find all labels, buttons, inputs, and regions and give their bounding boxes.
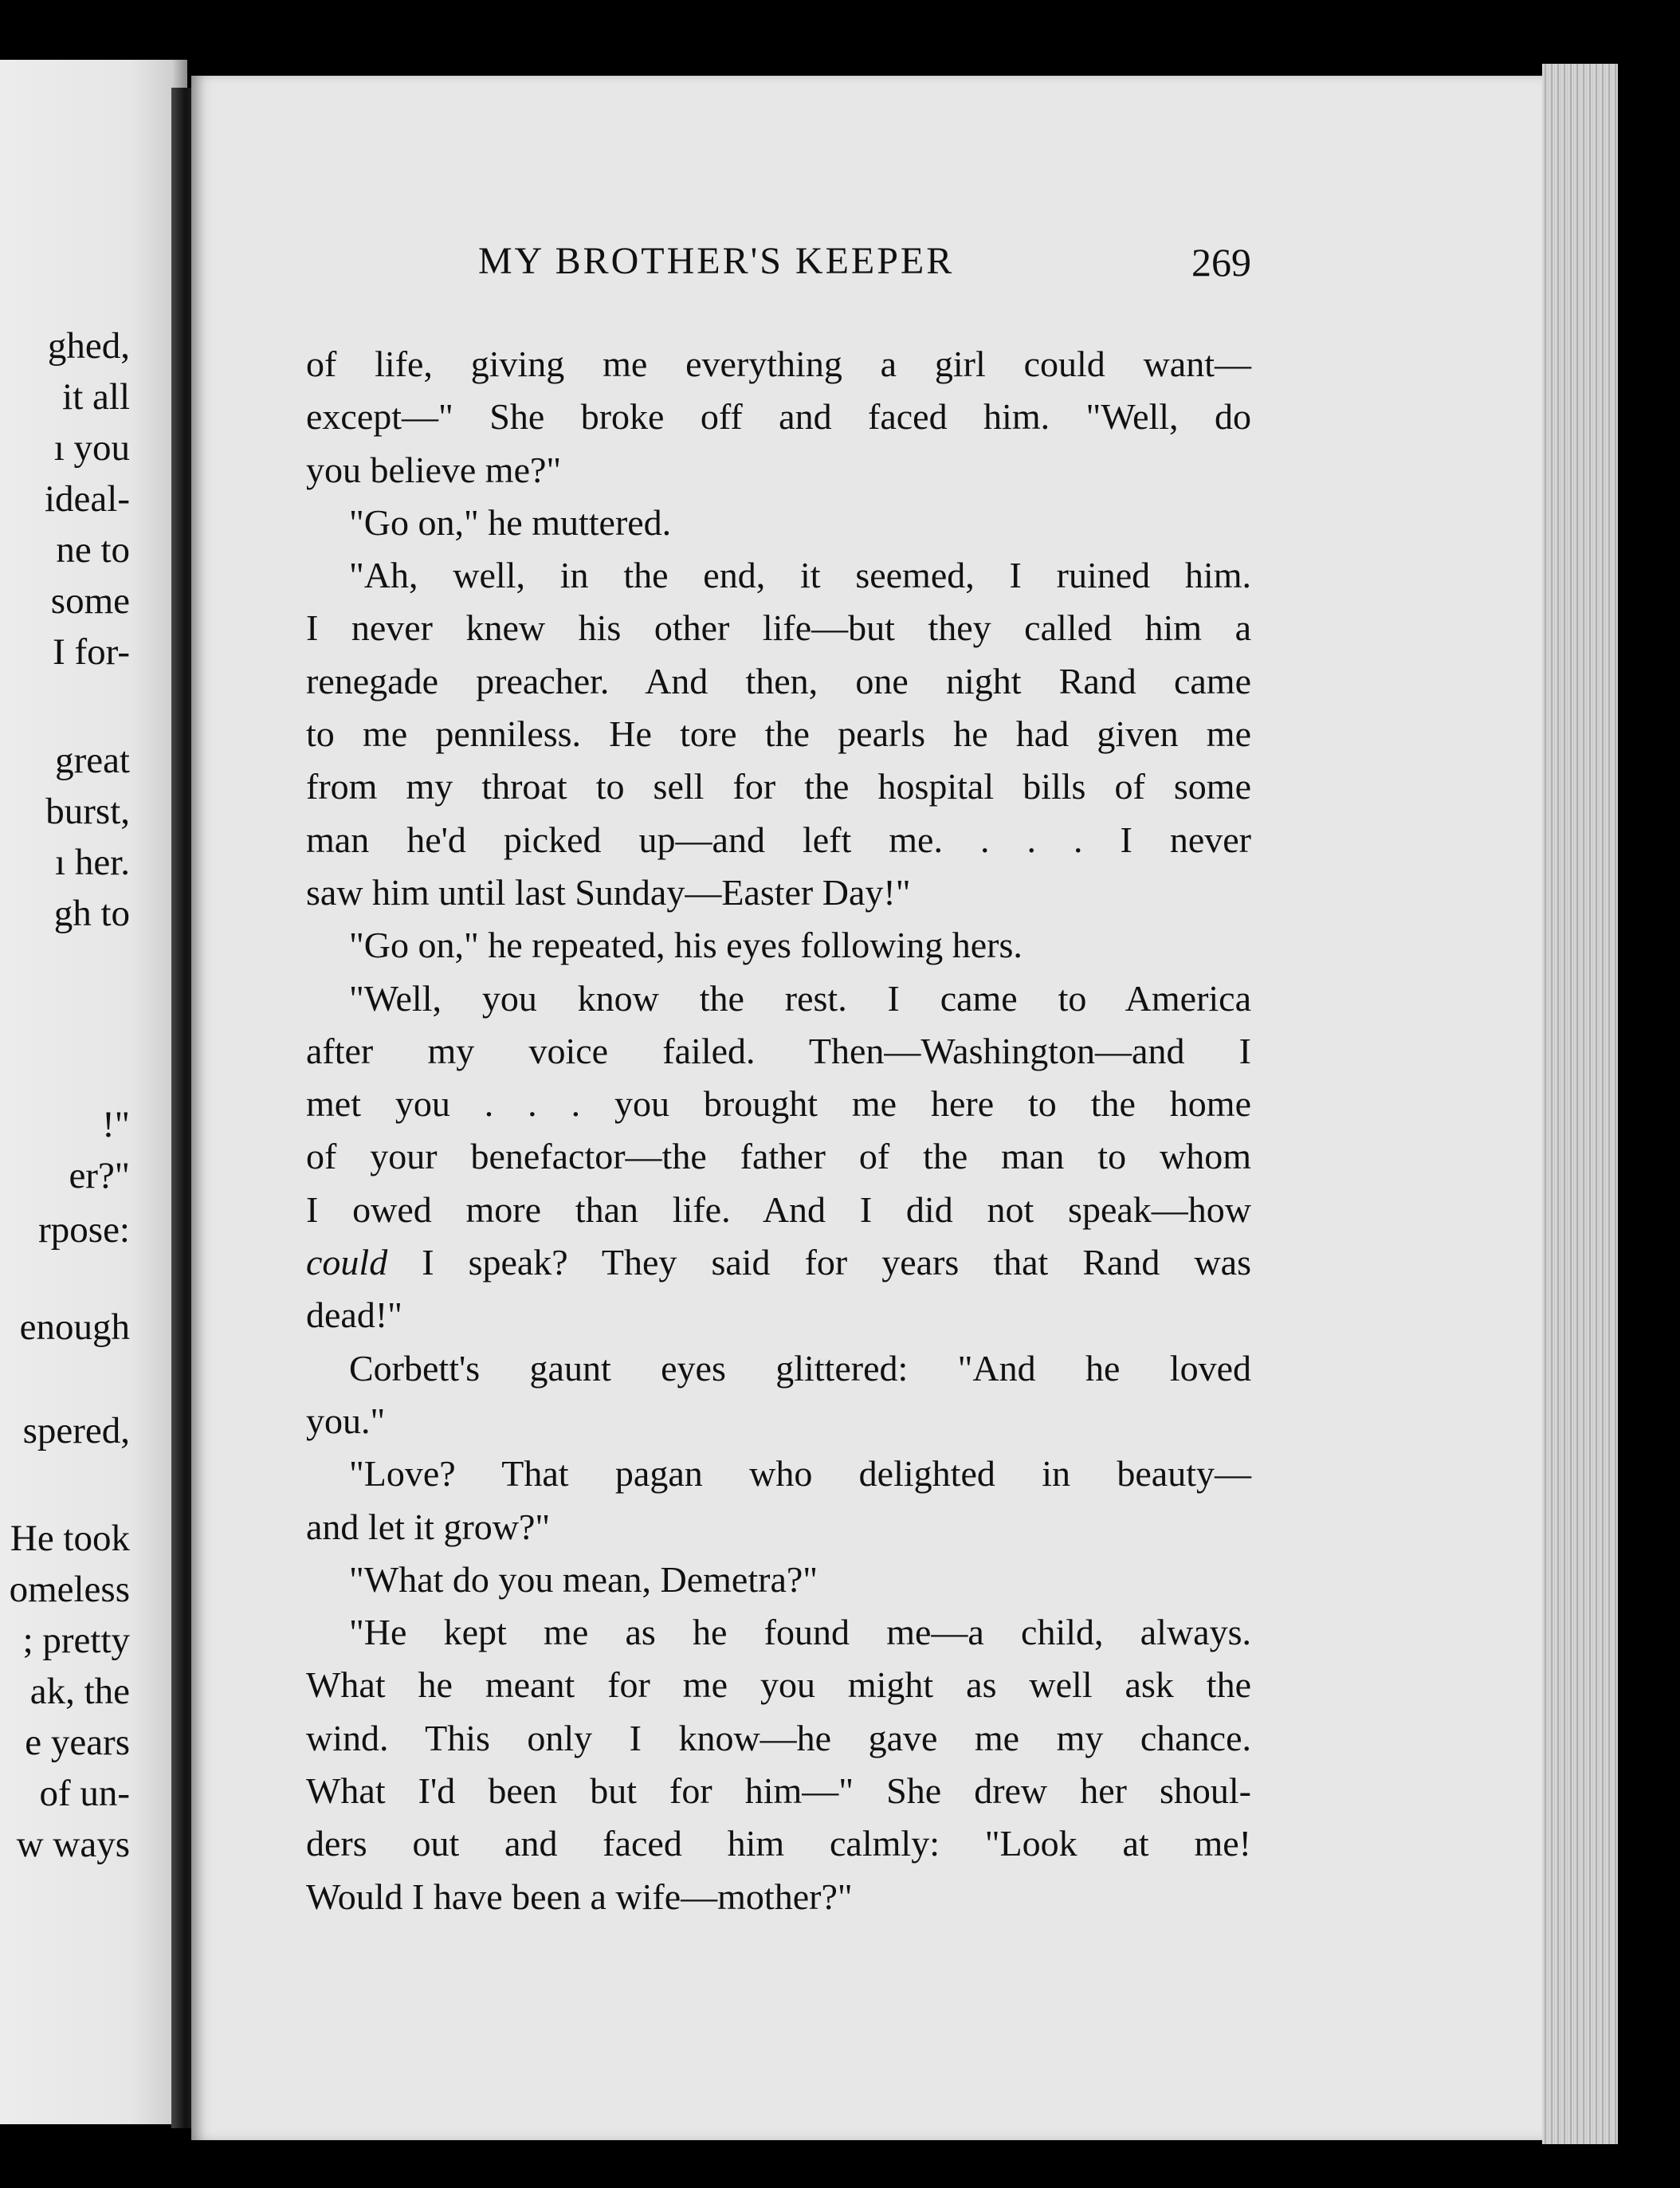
text-line: man he'd picked up—and left me. . . . I never (306, 819, 1251, 860)
running-head-title: MY BROTHER'S KEEPER (478, 240, 955, 282)
left-fragment: ; pretty (22, 1620, 130, 1661)
left-fragment: ghed, (47, 325, 130, 367)
left-fragment: I for- (53, 631, 130, 673)
text-line: "Love? That pagan who delighted in beauty— (349, 1453, 1251, 1495)
left-fragment: it all (62, 376, 130, 418)
text-line: met you . . . you brought me here to the home (306, 1083, 1251, 1125)
text-line: you believe me?" (306, 449, 562, 490)
text-line: wind. This only I know—he gave me my chance. (306, 1717, 1251, 1758)
left-fragment: er?" (69, 1155, 130, 1196)
text-line: saw him until last Sunday—Easter Day!" (306, 871, 911, 913)
left-fragment: great (55, 740, 130, 781)
text-line: What he meant for me you might as well ask the (306, 1664, 1251, 1706)
left-fragment: omeless (9, 1569, 130, 1610)
text-line: to me penniless. He tore the pearls he had given me (306, 713, 1251, 755)
left-fragment: spered, (22, 1410, 130, 1451)
text-line: I owed more than life. And I did not speak—how (306, 1188, 1251, 1230)
text-line: "What do you mean, Demetra?" (349, 1558, 818, 1600)
left-fragment: ak, the (29, 1671, 130, 1712)
emphasized-word: could (306, 1242, 388, 1283)
left-fragment: ı you (53, 427, 130, 469)
text-line: renegade preacher. And then, one night Rand came (306, 660, 1251, 701)
left-fragment: e years (25, 1722, 130, 1763)
text-line: you." (306, 1400, 386, 1441)
text-line: dead!" (306, 1294, 402, 1336)
text-line: after my voice failed. Then—Washington—and I (306, 1030, 1251, 1071)
text-line: "Ah, well, in the end, it seemed, I ruined him. (349, 555, 1251, 596)
text-line: except—" She broke off and faced him. "Well, do (306, 396, 1251, 438)
text-line: could I speak? They said for years that Rand was (306, 1242, 1251, 1283)
left-fragment: of un- (39, 1773, 130, 1814)
text-line: "Go on," he muttered. (349, 501, 672, 543)
left-fragment: enough (19, 1306, 130, 1348)
left-fragment: He took (10, 1518, 130, 1559)
left-fragment: burst, (45, 791, 130, 832)
body-text (306, 338, 1251, 1923)
text-line: What I'd been but for him—" She drew her shoul- (306, 1770, 1251, 1812)
text-line: Corbett's gaunt eyes glittered: "And he loved (349, 1347, 1251, 1389)
page-number: 269 (1191, 240, 1251, 285)
left-fragment: ı her. (55, 842, 130, 883)
text-line: "He kept me as he found me—a child, always. (349, 1612, 1251, 1653)
text-line: and let it grow?" (306, 1506, 551, 1547)
text-line: "Go on," he repeated, his eyes following hers. (349, 925, 1023, 966)
text-line: from my throat to sell for the hospital bills of some (306, 766, 1251, 807)
text-line: of life, giving me everything a girl could want— (306, 344, 1251, 384)
left-fragment: gh to (53, 893, 130, 934)
page-edges (1542, 64, 1618, 2144)
text-line: "Well, you know the rest. I came to America (349, 977, 1251, 1019)
left-fragment: ne to (56, 529, 130, 571)
left-fragment: some (50, 580, 130, 622)
left-fragment: rpose: (38, 1209, 130, 1251)
facing-page-left (0, 60, 187, 2124)
running-head (478, 239, 1251, 303)
left-fragment: ideal- (45, 478, 130, 520)
text-line: Would I have been a wife—mother?" (306, 1876, 853, 1917)
text-line: ders out and faced him calmly: "Look at me! (306, 1823, 1251, 1864)
left-fragment: w ways (16, 1824, 130, 1865)
text-line: of your benefactor—the father of the man to whom (306, 1136, 1251, 1177)
left-fragment: !" (102, 1104, 130, 1145)
text-line: I never knew his other life—but they called him a (306, 607, 1251, 649)
